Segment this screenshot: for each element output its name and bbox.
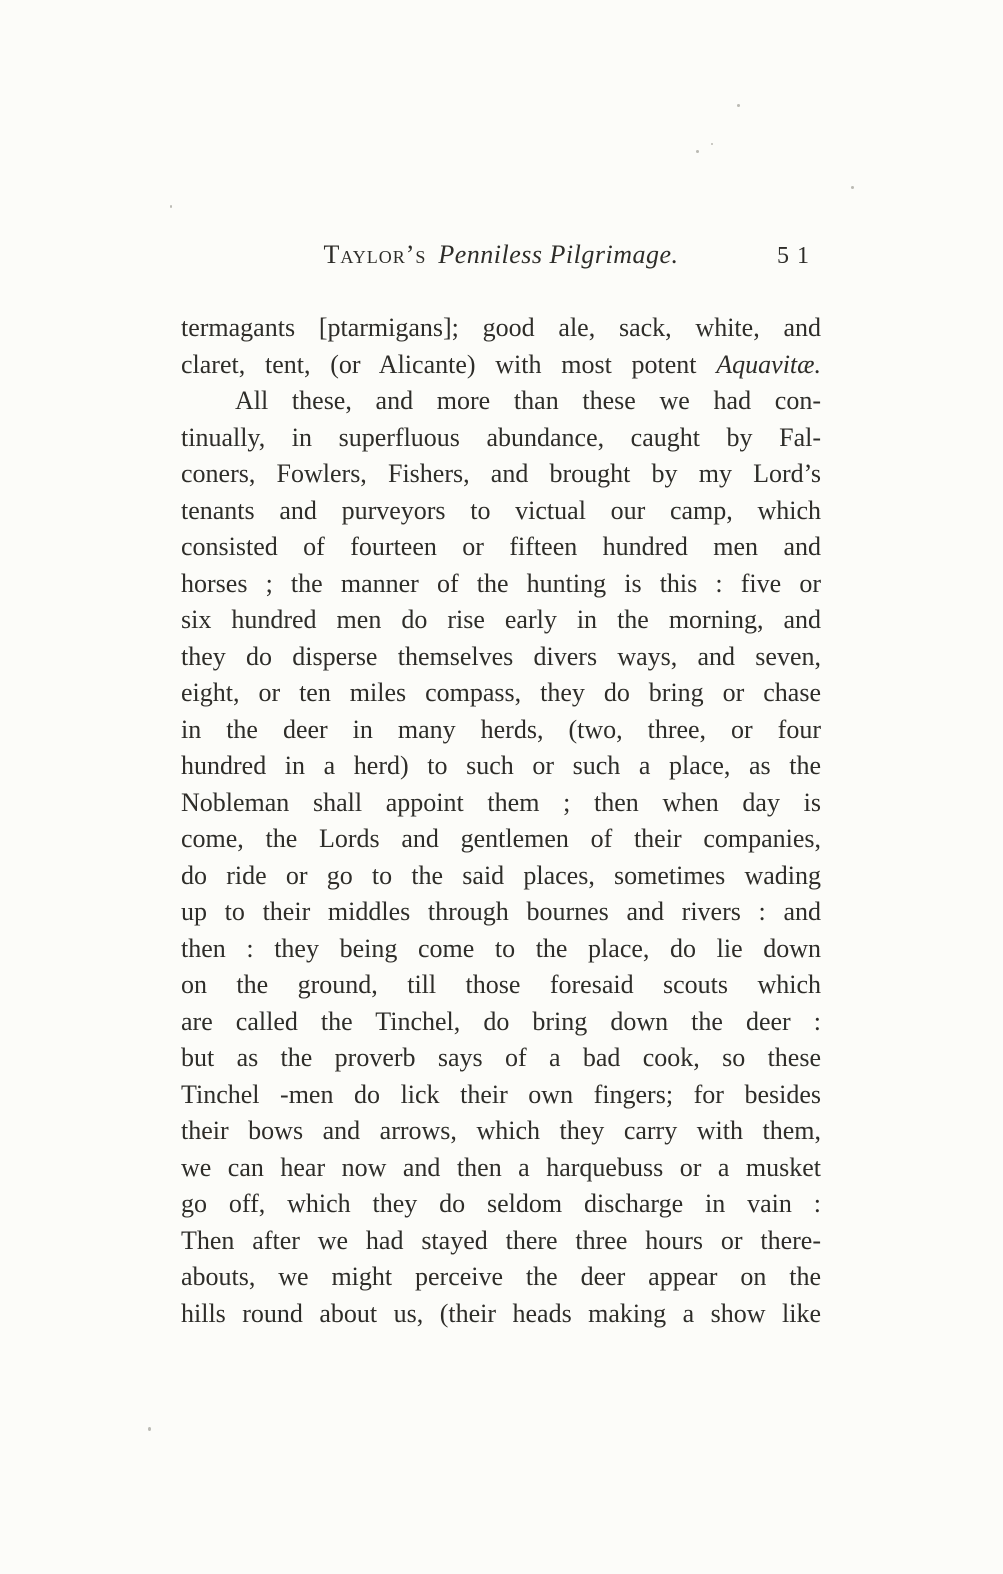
text-segment: hills round about us, (their heads making a show like [181, 1298, 821, 1328]
header-title [181, 240, 821, 270]
text-line [181, 602, 821, 639]
text-segment: Then after we had stayed there three hours or there- [181, 1225, 821, 1255]
text-segment: eight, or ten miles compass, they do bring or chase [181, 678, 821, 707]
text-line [181, 456, 821, 493]
text-line [181, 347, 821, 384]
scan-speck [148, 1427, 151, 1431]
header-work-title: Penniless Pilgrimage. [438, 240, 679, 269]
text-column [181, 240, 821, 1332]
text-line [181, 748, 821, 785]
header-author: Taylor’s [323, 240, 427, 269]
text-line [181, 1259, 821, 1296]
text-line [181, 858, 821, 895]
text-segment: six hundred men do rise early in the morning, and [181, 605, 821, 634]
text-segment: come, the Lords and gentlemen of their companies, [181, 824, 821, 853]
text-segment: in the deer in many herds, (two, three, or four [181, 714, 821, 744]
text-line [181, 1040, 821, 1077]
text-segment: termagants [ptarmigans]; good ale, sack, white, and [181, 313, 821, 342]
scan-speck [696, 150, 699, 153]
text-segment: we can hear now and then a harquebuss or a musket [181, 1152, 821, 1182]
text-line [181, 1113, 821, 1150]
text-line [181, 1150, 821, 1187]
text-segment: claret, tent, (or Alicante) with most potent [181, 349, 717, 379]
text-line [181, 785, 821, 822]
scan-speck [851, 186, 854, 189]
text-segment: but as the proverb says of a bad cook, so these [181, 1043, 821, 1072]
text-line [181, 566, 821, 603]
text-line [181, 420, 821, 457]
text-segment: Nobleman shall appoint them ; then when day is [181, 787, 821, 817]
text-segment: on the ground, till those foresaid scouts which [181, 970, 821, 999]
text-line [181, 1296, 821, 1333]
text-segment: go off, which they do seldom discharge in vain : [181, 1189, 821, 1218]
scan-speck [737, 104, 740, 107]
text-line [181, 639, 821, 676]
text-line [181, 894, 821, 931]
page-number: 51 [777, 243, 817, 269]
running-header [181, 240, 821, 280]
scan-speck [170, 205, 172, 208]
text-segment: coners, Fowlers, Fishers, and brought by my Lord’s [181, 459, 821, 488]
text-segment: do ride or go to the said places, sometimes wading [181, 860, 821, 890]
text-line [181, 493, 821, 530]
text-segment: Tinchel -men do lick their own fingers; for besides [181, 1079, 821, 1109]
text-line [181, 1004, 821, 1041]
text-segment: they do disperse themselves divers ways, and seven, [181, 641, 821, 671]
text-segment: hundred in a herd) to such or such a place, as the [181, 751, 821, 780]
text-line [181, 712, 821, 749]
text-line [181, 821, 821, 858]
scan-speck [711, 143, 713, 145]
text-line [181, 1077, 821, 1114]
text-segment: consisted of fourteen or fifteen hundred men and [181, 532, 821, 561]
text-segment: up to their middles through bournes and rivers : and [181, 897, 821, 926]
text-segment: their bows and arrows, which they carry with them, [181, 1116, 821, 1145]
text-line [181, 310, 821, 347]
text-segment: are called the Tinchel, do bring down the deer : [181, 1006, 821, 1036]
text-segment: tenants and purveyors to victual our camp, which [181, 495, 821, 525]
text-segment: horses ; the manner of the hunting is this : five or [181, 568, 821, 598]
text-line [181, 1223, 821, 1260]
text-line [181, 383, 821, 420]
page-body [181, 310, 821, 1332]
italic-text-segment: Aquavitæ. [716, 349, 821, 379]
text-line [181, 931, 821, 968]
text-line [181, 967, 821, 1004]
text-segment: All these, and more than these we had con- [235, 386, 821, 415]
text-segment: abouts, we might perceive the deer appear on the [181, 1262, 821, 1291]
text-line [181, 1186, 821, 1223]
text-segment: tinually, in superfluous abundance, caught by Fal- [181, 422, 821, 452]
text-line [181, 675, 821, 712]
text-segment: then : they being come to the place, do lie down [181, 933, 821, 963]
text-line [181, 529, 821, 566]
